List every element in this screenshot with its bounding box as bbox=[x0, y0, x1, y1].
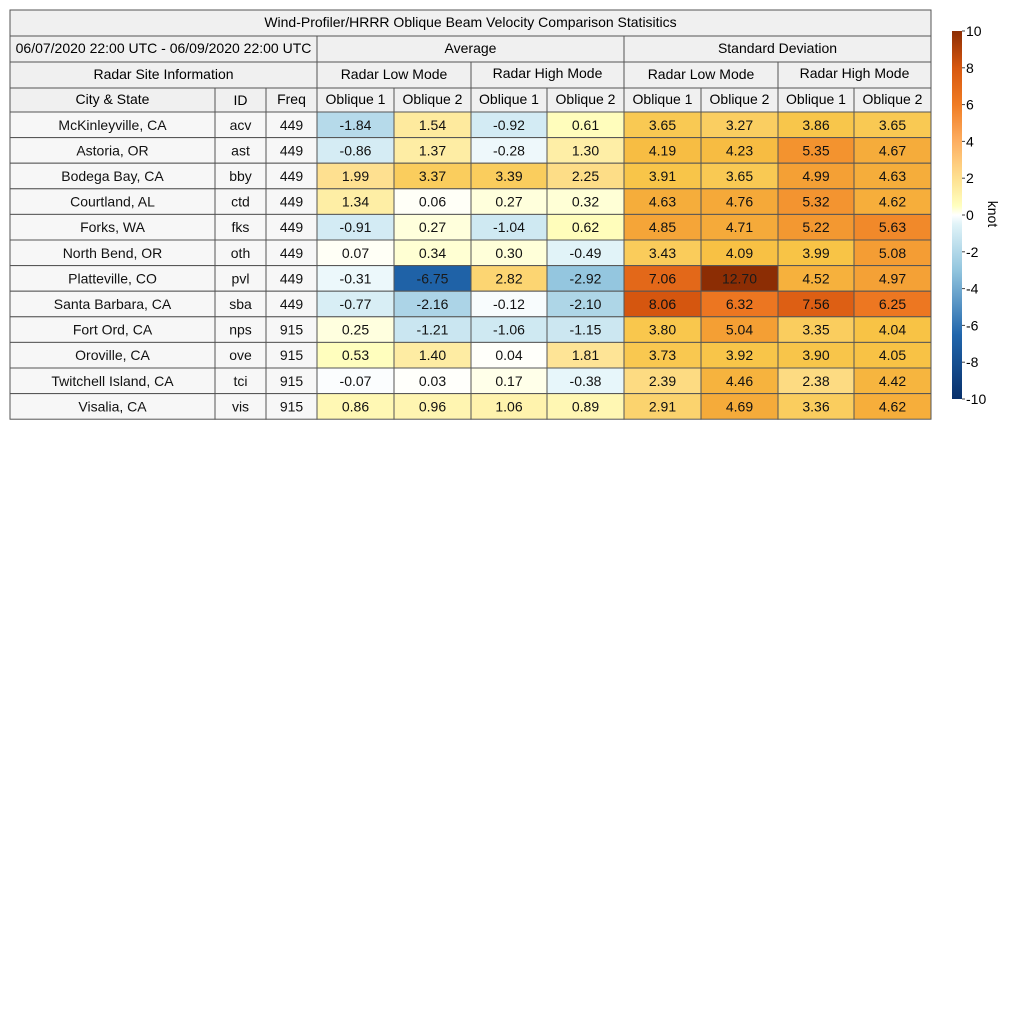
value-label: 3.92 bbox=[725, 347, 754, 364]
value-label: -1.15 bbox=[569, 321, 602, 338]
freq-label: 915 bbox=[279, 372, 304, 389]
value-label: 8.06 bbox=[648, 296, 677, 312]
colorbar-tick-label: 2 bbox=[966, 170, 974, 187]
colorbar-tick-label: -2 bbox=[966, 243, 979, 260]
table-body bbox=[10, 112, 931, 419]
city-label: Visalia, CA bbox=[78, 398, 147, 415]
city-label: Forks, WA bbox=[80, 219, 145, 236]
value-label: 0.06 bbox=[418, 193, 447, 210]
value-label: 1.99 bbox=[341, 168, 370, 184]
table-row bbox=[10, 214, 931, 240]
colorbar-tick-label: -4 bbox=[966, 280, 979, 297]
value-label: -1.84 bbox=[339, 116, 372, 133]
column-header: Oblique 1 bbox=[325, 91, 386, 107]
value-label: 3.39 bbox=[495, 168, 523, 184]
value-label: 12.70 bbox=[721, 270, 758, 287]
colorbar-gradient bbox=[952, 31, 962, 399]
value-label: 1.81 bbox=[571, 347, 600, 364]
freq-label: 449 bbox=[279, 296, 304, 312]
site-id-label: fks bbox=[231, 219, 250, 236]
value-label: 4.46 bbox=[725, 372, 754, 389]
value-label: 2.82 bbox=[495, 270, 523, 287]
group-header-average: Average bbox=[444, 40, 497, 56]
value-label: -6.75 bbox=[416, 270, 449, 287]
value-label: 0.32 bbox=[571, 193, 600, 210]
column-header: Oblique 2 bbox=[402, 91, 463, 107]
value-label: -0.49 bbox=[569, 244, 602, 261]
value-label: 0.27 bbox=[418, 219, 447, 236]
column-header: ID bbox=[233, 92, 248, 108]
value-label: 0.62 bbox=[571, 219, 600, 236]
value-label: -1.04 bbox=[493, 219, 525, 236]
colorbar-tick-label: 0 bbox=[966, 207, 974, 223]
column-header: Oblique 2 bbox=[555, 91, 616, 107]
value-label: 3.27 bbox=[725, 116, 754, 133]
value-label: -0.91 bbox=[339, 219, 372, 236]
colorbar-tick-label: 8 bbox=[966, 59, 974, 76]
value-label: 3.65 bbox=[648, 116, 677, 133]
freq-label: 915 bbox=[279, 321, 304, 338]
freq-label: 449 bbox=[279, 116, 304, 133]
value-label: 4.04 bbox=[878, 321, 907, 338]
value-label: -0.86 bbox=[339, 142, 372, 159]
site-info-label: Radar Site Information bbox=[93, 66, 234, 82]
site-id-label: nps bbox=[229, 321, 252, 338]
value-label: 2.91 bbox=[648, 398, 677, 415]
colorbar-label: knot bbox=[985, 200, 1001, 228]
freq-label: 449 bbox=[279, 244, 304, 261]
value-label: 4.63 bbox=[878, 168, 907, 184]
column-header: City & State bbox=[75, 91, 150, 107]
value-label: -1.06 bbox=[493, 321, 525, 338]
colorbar-tick-label: 4 bbox=[966, 133, 974, 150]
city-label: North Bend, OR bbox=[62, 244, 163, 261]
table-title: Wind-Profiler/HRRR Oblique Beam Velocity Comparison Statisitics bbox=[264, 14, 677, 30]
colorbar bbox=[952, 23, 1001, 407]
value-label: 5.08 bbox=[878, 244, 907, 261]
value-label: 3.73 bbox=[648, 347, 677, 364]
value-label: 0.17 bbox=[495, 372, 523, 389]
value-label: 3.65 bbox=[725, 168, 754, 184]
site-id-label: oth bbox=[230, 244, 251, 261]
column-header: Oblique 1 bbox=[479, 91, 539, 107]
value-label: 0.86 bbox=[341, 398, 370, 415]
value-label: 4.67 bbox=[878, 142, 907, 159]
city-label: Santa Barbara, CA bbox=[53, 296, 172, 312]
table-row bbox=[10, 189, 931, 215]
value-label: 3.37 bbox=[418, 168, 447, 184]
value-label: 0.25 bbox=[341, 321, 370, 338]
column-header: Oblique 1 bbox=[786, 91, 846, 107]
value-label: 7.56 bbox=[802, 296, 830, 312]
freq-label: 915 bbox=[279, 398, 304, 415]
colorbar-tick-label: -10 bbox=[966, 391, 987, 407]
value-label: 1.30 bbox=[571, 142, 600, 159]
value-label: 5.22 bbox=[802, 219, 830, 236]
value-label: 1.54 bbox=[418, 116, 447, 133]
value-label: 3.35 bbox=[802, 321, 830, 338]
table-row bbox=[10, 342, 931, 368]
value-label: 1.37 bbox=[418, 142, 447, 159]
city-label: Courtland, AL bbox=[70, 193, 155, 210]
table-row bbox=[10, 163, 931, 189]
value-label: -2.92 bbox=[569, 270, 602, 287]
city-label: Astoria, OR bbox=[76, 142, 149, 159]
freq-label: 915 bbox=[279, 347, 304, 364]
value-label: 3.36 bbox=[802, 398, 830, 415]
value-label: 3.91 bbox=[648, 168, 677, 184]
value-label: 4.19 bbox=[648, 142, 677, 159]
site-id-label: ast bbox=[231, 142, 250, 159]
value-label: 3.86 bbox=[802, 116, 830, 133]
value-label: 4.85 bbox=[648, 219, 677, 236]
value-label: 0.27 bbox=[495, 193, 523, 210]
value-label: 2.38 bbox=[802, 372, 830, 389]
mode-header-avg-low: Radar Low Mode bbox=[340, 66, 448, 82]
value-label: 3.99 bbox=[802, 244, 830, 261]
value-label: 0.89 bbox=[571, 398, 600, 415]
city-label: Fort Ord, CA bbox=[72, 321, 153, 338]
table-row bbox=[10, 291, 931, 317]
freq-label: 449 bbox=[279, 168, 304, 184]
value-label: 4.63 bbox=[648, 193, 677, 210]
value-label: -2.10 bbox=[569, 296, 602, 312]
value-label: 0.34 bbox=[418, 244, 447, 261]
value-label: 4.97 bbox=[878, 270, 907, 287]
city-label: Twitchell Island, CA bbox=[51, 372, 174, 389]
freq-label: 449 bbox=[279, 142, 304, 159]
table-row bbox=[10, 112, 931, 138]
value-label: 0.53 bbox=[341, 347, 370, 364]
value-label: -0.12 bbox=[493, 296, 525, 312]
table-row bbox=[10, 368, 931, 394]
value-label: 4.05 bbox=[878, 347, 907, 364]
value-label: 4.62 bbox=[878, 193, 907, 210]
table-row bbox=[10, 138, 931, 164]
table-row bbox=[10, 266, 931, 292]
value-label: -0.92 bbox=[493, 116, 525, 133]
value-label: -2.16 bbox=[416, 296, 449, 312]
value-label: 0.96 bbox=[418, 398, 447, 415]
table-row bbox=[10, 240, 931, 266]
value-label: 5.63 bbox=[878, 219, 907, 236]
value-label: 3.43 bbox=[648, 244, 677, 261]
value-label: 4.71 bbox=[725, 219, 754, 236]
site-id-label: vis bbox=[231, 398, 250, 415]
mode-header-row bbox=[10, 62, 931, 88]
value-label: -0.31 bbox=[339, 270, 372, 287]
value-label: 3.65 bbox=[878, 116, 907, 133]
value-label: 6.25 bbox=[878, 296, 907, 312]
value-label: 4.42 bbox=[878, 372, 907, 389]
value-label: -0.77 bbox=[339, 296, 372, 312]
value-label: 0.03 bbox=[418, 372, 447, 389]
group-header-row bbox=[10, 36, 931, 62]
value-label: -0.07 bbox=[339, 372, 372, 389]
column-header-row bbox=[10, 88, 931, 112]
period-label: 06/07/2020 22:00 UTC - 06/09/2020 22:00 UTC bbox=[15, 40, 312, 56]
site-id-label: tci bbox=[233, 372, 248, 389]
site-id-label: pvl bbox=[231, 270, 250, 287]
site-id-label: bby bbox=[229, 168, 252, 184]
value-label: 1.34 bbox=[341, 193, 370, 210]
value-label: 5.32 bbox=[802, 193, 830, 210]
column-header: Oblique 1 bbox=[632, 91, 693, 107]
value-label: 1.06 bbox=[495, 398, 523, 415]
value-label: 3.80 bbox=[648, 321, 677, 338]
mode-header-std-high: Radar High Mode bbox=[799, 65, 910, 81]
colorbar-ticks bbox=[962, 23, 986, 407]
city-label: Oroville, CA bbox=[75, 347, 150, 364]
mode-header-std-low: Radar Low Mode bbox=[647, 66, 755, 82]
value-label: 0.04 bbox=[495, 347, 523, 364]
site-id-label: sba bbox=[229, 296, 252, 312]
value-label: -0.28 bbox=[493, 142, 525, 159]
table-title-row bbox=[10, 10, 931, 36]
freq-label: 449 bbox=[279, 219, 304, 236]
site-id-label: acv bbox=[229, 116, 252, 133]
column-header: Freq bbox=[277, 91, 306, 107]
value-label: 4.69 bbox=[725, 398, 754, 415]
freq-label: 449 bbox=[279, 270, 304, 287]
freq-label: 449 bbox=[279, 193, 304, 210]
value-label: 4.62 bbox=[878, 398, 907, 415]
value-label: 0.07 bbox=[341, 244, 370, 261]
value-label: 5.35 bbox=[802, 142, 830, 159]
group-header-stddev: Standard Deviation bbox=[717, 40, 838, 56]
value-label: 6.32 bbox=[725, 296, 754, 312]
colorbar-tick-label: -6 bbox=[966, 317, 979, 334]
value-label: 4.76 bbox=[725, 193, 754, 210]
city-label: McKinleyville, CA bbox=[58, 116, 167, 133]
value-label: 7.06 bbox=[648, 270, 677, 287]
column-header: Oblique 2 bbox=[862, 91, 923, 107]
value-label: 4.52 bbox=[802, 270, 830, 287]
city-label: Platteville, CO bbox=[68, 270, 157, 287]
value-label: 4.09 bbox=[725, 244, 754, 261]
city-label: Bodega Bay, CA bbox=[61, 168, 164, 184]
value-label: 0.61 bbox=[571, 116, 600, 133]
mode-header-avg-high: Radar High Mode bbox=[492, 65, 603, 81]
value-label: 1.40 bbox=[418, 347, 447, 364]
value-label: 0.30 bbox=[495, 244, 523, 261]
table-row bbox=[10, 317, 931, 343]
site-id-label: ove bbox=[229, 347, 252, 364]
value-label: 5.04 bbox=[725, 321, 754, 338]
value-label: -1.21 bbox=[416, 321, 449, 338]
colorbar-tick-label: 6 bbox=[966, 96, 974, 113]
value-label: 2.39 bbox=[648, 372, 677, 389]
value-label: 4.23 bbox=[725, 142, 754, 159]
value-label: 4.99 bbox=[802, 168, 830, 184]
colorbar-tick-label: 10 bbox=[966, 23, 982, 39]
colorbar-tick-label: -8 bbox=[966, 354, 979, 371]
value-label: -0.38 bbox=[569, 372, 602, 389]
value-label: 3.90 bbox=[802, 347, 830, 364]
column-header: Oblique 2 bbox=[709, 91, 770, 107]
table-row bbox=[10, 394, 931, 420]
value-label: 2.25 bbox=[571, 168, 600, 184]
site-id-label: ctd bbox=[231, 193, 250, 210]
